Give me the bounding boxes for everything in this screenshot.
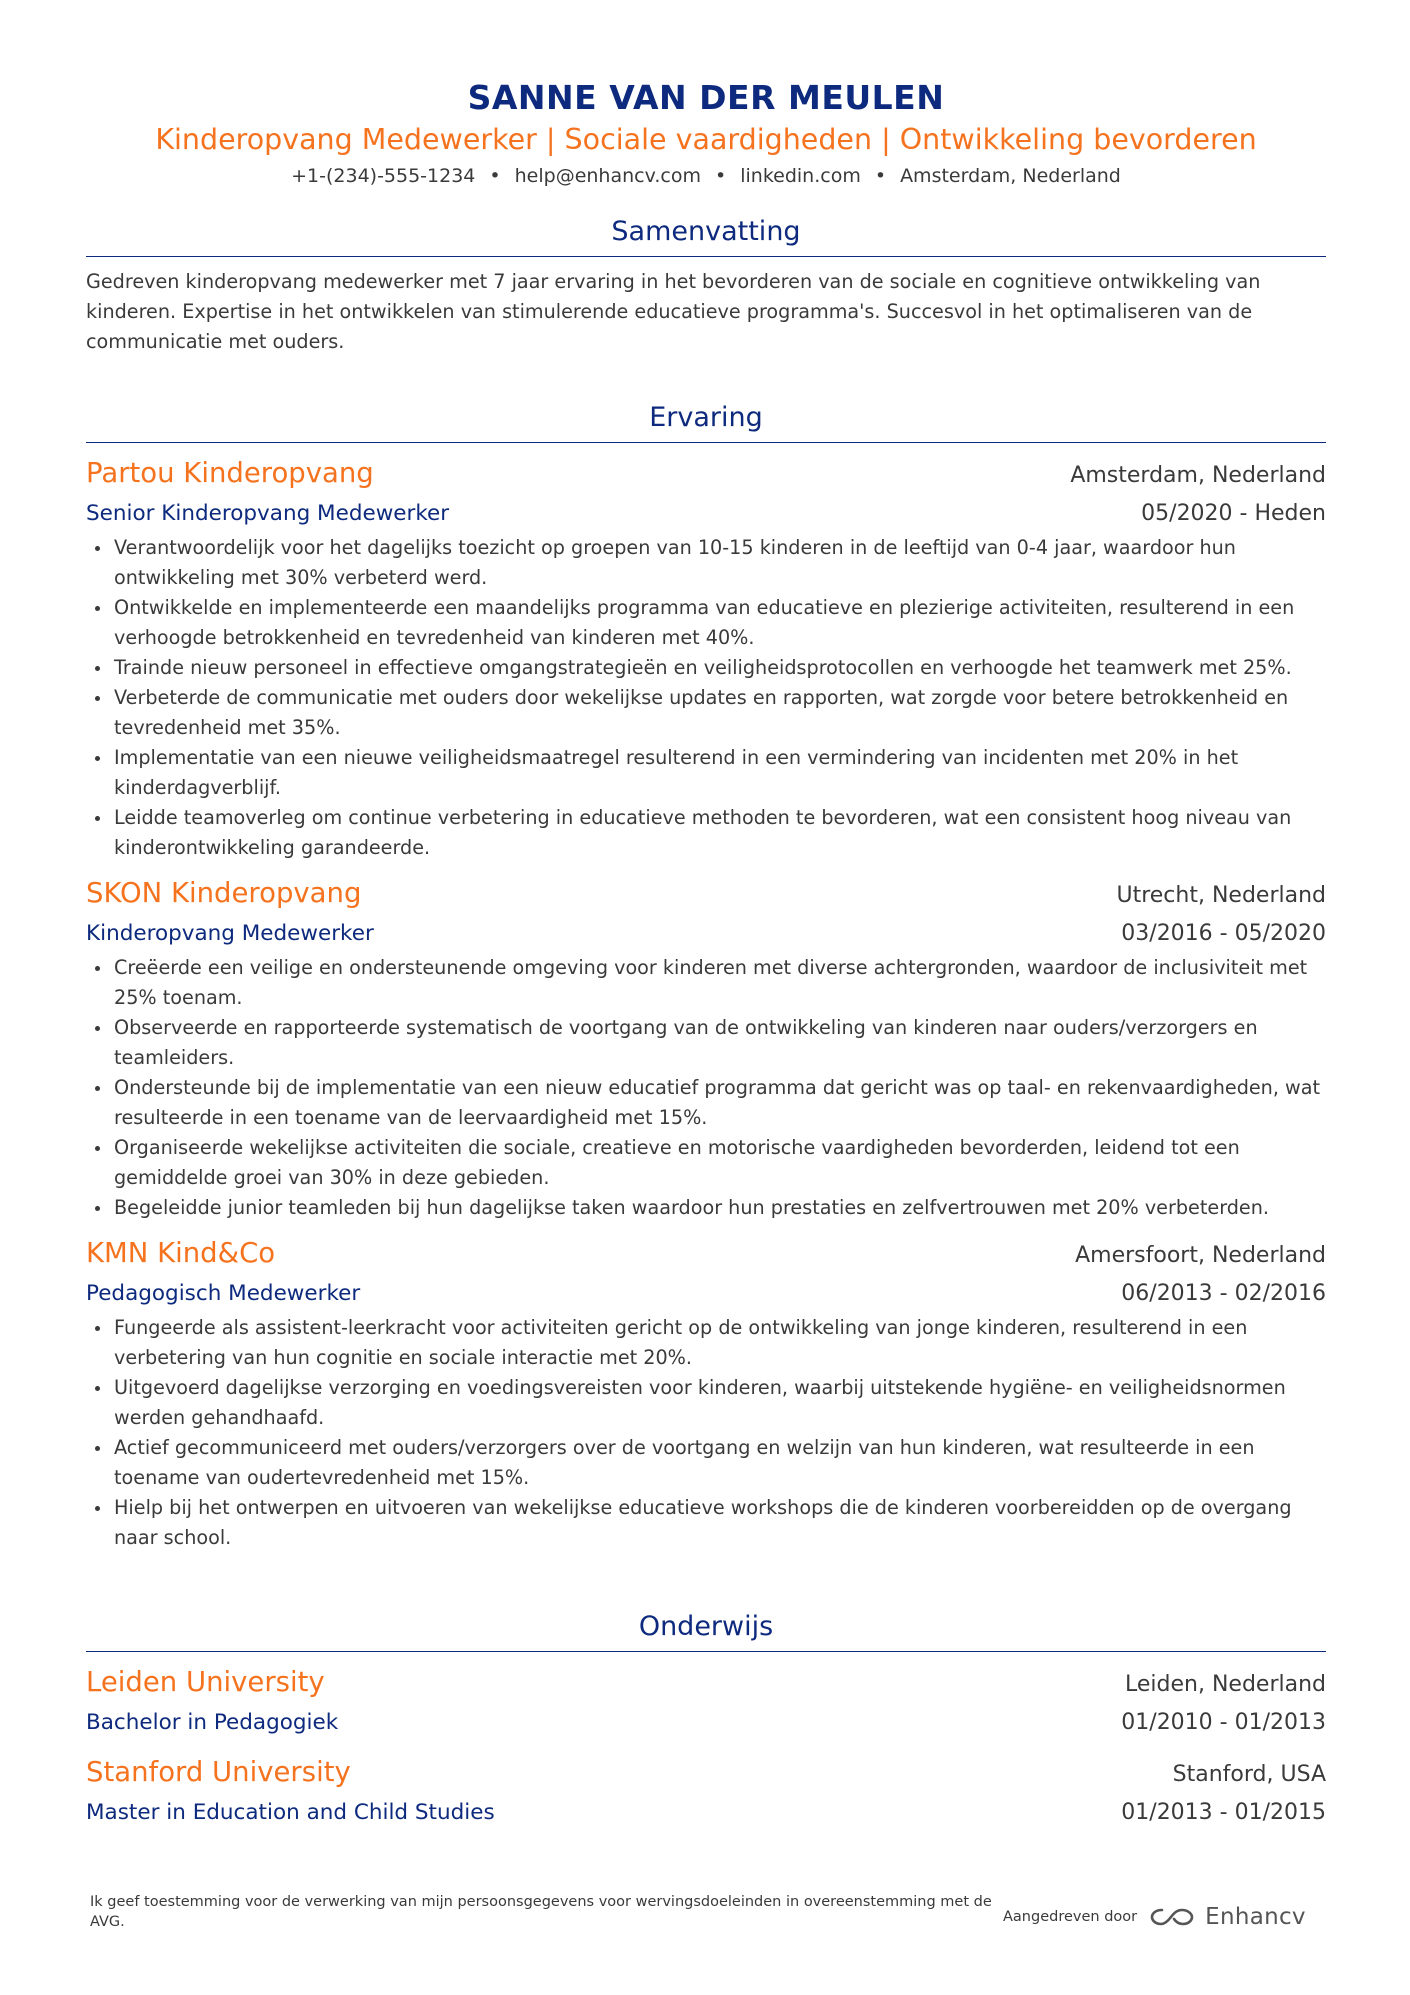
achievement-text: Ontwikkelde en implementeerde een maandelijks programma van educatieve en plezierige activiteiten, resulterend in een verhoogde betrokkenheid en tevredenheid van kinderen met 40%. xyxy=(114,596,1295,649)
entry-degree-row xyxy=(86,1794,1326,1832)
company-name: KMN Kind&Co xyxy=(86,1237,276,1269)
school-location: Stanford, USA xyxy=(1172,1762,1326,1787)
achievement-text: Verbeterde de communicatie met ouders door wekelijkse updates en rapporten, wat zorgde voor betere betrokkenheid en tevredenheid met 35%. xyxy=(114,686,1289,739)
experience-entry xyxy=(86,873,1326,1223)
candidate-name: SANNE VAN DER MEULEN xyxy=(467,78,945,117)
education-entry xyxy=(86,1662,1326,1742)
bullet-dot-icon xyxy=(95,1206,100,1211)
powered-by-label: Aangedreven door xyxy=(1003,1909,1138,1925)
achievement-text: Fungeerde als assistent-leerkracht voor activiteiten gericht op de ontwikkeling van jonge kinderen, resulterend in een verbetering van hun cognitie en sociale interactie met 20%. xyxy=(114,1316,1248,1369)
degree-title: Master in Education and Child Studies xyxy=(86,1800,495,1825)
achievement-text: Ondersteunde bij de implementatie van een nieuw educatief programma dat gericht was op taal- en rekenvaardigheden, wat resulteerde in een toename van de leervaardigheid met 15%. xyxy=(114,1076,1321,1129)
education-dates: 01/2010 - 01/2013 xyxy=(1121,1710,1326,1735)
education-title: Onderwijs xyxy=(86,1608,1326,1652)
bullet-dot-icon xyxy=(95,1026,100,1031)
achievement-item xyxy=(86,1313,1326,1373)
achievement-text: Trainde nieuw personeel in effectieve omgangstrategieën en veiligheidsprotocollen en verhoogde het teamwerk met 25%. xyxy=(114,656,1292,679)
entry-role-row xyxy=(86,915,1326,953)
achievement-item xyxy=(86,1133,1326,1193)
job-location: Amsterdam, Nederland xyxy=(1070,463,1326,488)
education-section xyxy=(86,1608,1326,1842)
enhancv-logo-icon xyxy=(1149,1905,1195,1929)
footer xyxy=(90,1892,1330,1942)
bullet-dot-icon xyxy=(95,696,100,701)
contact-phone: +1-(234)-555-1234 xyxy=(291,165,476,187)
bullet-dot-icon xyxy=(95,1086,100,1091)
achievement-item xyxy=(86,593,1326,653)
separator-dot: • xyxy=(874,165,887,187)
entry-role-row xyxy=(86,1275,1326,1313)
entry-role-row xyxy=(86,495,1326,533)
bullet-dot-icon xyxy=(95,1386,100,1391)
job-dates: 03/2016 - 05/2020 xyxy=(1121,921,1326,946)
job-title: Pedagogisch Medewerker xyxy=(86,1281,361,1306)
bullet-dot-icon xyxy=(95,756,100,761)
achievement-text: Uitgevoerd dagelijkse verzorging en voedingsvereisten voor kinderen, waarbij uitstekende hygiëne- en veiligheidsnormen werden gehandhaafd. xyxy=(114,1376,1286,1429)
summary-text: Gedreven kinderopvang medewerker met 7 jaar ervaring in het bevorderen van de sociale en cognitieve ontwikkeling van kinderen. Expertise in het ontwikkelen van stimulerende educatieve programma's. Succesvol in het optimaliseren van de communicatie met ouders. xyxy=(86,270,1261,353)
achievement-item xyxy=(86,683,1326,743)
achievement-text: Creëerde een veilige en ondersteunende omgeving voor kinderen met diverse achtergronden, waardoor de inclusiviteit met 25% toenam. xyxy=(114,956,1308,1009)
achievement-item xyxy=(86,653,1326,683)
achievement-item xyxy=(86,1193,1326,1223)
entry-header-row xyxy=(86,1233,1326,1275)
achievement-item xyxy=(86,1073,1326,1133)
bullet-dot-icon xyxy=(95,1446,100,1451)
summary-title: Samenvatting xyxy=(86,213,1326,257)
resume-header xyxy=(86,76,1326,191)
achievement-text: Observeerde en rapporteerde systematisch de voortgang van de ontwikkeling van kinderen naar ouders/verzorgers en teamleiders. xyxy=(114,1016,1258,1069)
achievement-list xyxy=(86,953,1326,1223)
bullet-dot-icon xyxy=(95,816,100,821)
achievement-item xyxy=(86,533,1326,593)
achievement-item xyxy=(86,1433,1326,1493)
achievement-list xyxy=(86,533,1326,863)
achievement-text: Organiseerde wekelijkse activiteiten die sociale, creatieve en motorische vaardigheden bevorderden, leidend tot een gemiddelde groei van 30% in deze gebieden. xyxy=(114,1136,1240,1189)
achievement-text: Actief gecommuniceerd met ouders/verzorgers over de voortgang en welzijn van hun kinderen, wat resulteerde in een toename van oudertevredenheid met 15%. xyxy=(114,1436,1255,1489)
achievement-item xyxy=(86,1493,1326,1553)
school-name: Stanford University xyxy=(86,1756,351,1788)
achievement-item xyxy=(86,1373,1326,1433)
degree-title: Bachelor in Pedagogiek xyxy=(86,1710,339,1735)
entry-header-row xyxy=(86,1662,1326,1704)
achievement-item xyxy=(86,743,1326,803)
contact-linkedin: linkedin.com xyxy=(740,165,861,187)
job-location: Amersfoort, Nederland xyxy=(1075,1243,1326,1268)
job-location: Utrecht, Nederland xyxy=(1116,883,1326,908)
achievement-item xyxy=(86,1013,1326,1073)
summary-section xyxy=(86,213,1326,357)
school-location: Leiden, Nederland xyxy=(1125,1672,1326,1697)
experience-section xyxy=(86,399,1326,1563)
job-title: Kinderopvang Medewerker xyxy=(86,921,374,946)
experience-list xyxy=(86,453,1326,1553)
achievement-item xyxy=(86,803,1326,863)
school-name: Leiden University xyxy=(86,1666,325,1698)
company-name: Partou Kinderopvang xyxy=(86,457,374,489)
job-dates: 05/2020 - Heden xyxy=(1141,501,1326,526)
bullet-dot-icon xyxy=(95,1506,100,1511)
achievement-list xyxy=(86,1313,1326,1553)
bullet-dot-icon xyxy=(95,1146,100,1151)
achievement-text: Verantwoordelijk voor het dagelijks toezicht op groepen van 10-15 kinderen in de leeftijd van 0-4 jaar, waardoor hun ontwikkeling met 30% verbeterd werd. xyxy=(114,536,1236,589)
contact-line xyxy=(86,161,1326,191)
bullet-dot-icon xyxy=(95,546,100,551)
achievement-text: Begeleidde junior teamleden bij hun dagelijkse taken waardoor hun prestaties en zelfvertrouwen met 20% verbeterden. xyxy=(114,1196,1269,1219)
entry-header-row xyxy=(86,1752,1326,1794)
contact-location: Amsterdam, Nederland xyxy=(900,165,1121,187)
bullet-dot-icon xyxy=(95,606,100,611)
brand-name: Enhancv xyxy=(1205,1904,1306,1930)
achievement-text: Implementatie van een nieuwe veiligheidsmaatregel resulterend in een vermindering van incidenten met 20% in het kinderdagverblijf. xyxy=(114,746,1239,799)
experience-entry xyxy=(86,453,1326,863)
entry-header-row xyxy=(86,453,1326,495)
education-entry xyxy=(86,1752,1326,1832)
entry-header-row xyxy=(86,873,1326,915)
powered-by xyxy=(1003,1904,1306,1930)
experience-title: Ervaring xyxy=(86,399,1326,443)
contact-email: help@enhancv.com xyxy=(514,165,701,187)
separator-dot: • xyxy=(489,165,501,187)
achievement-text: Leidde teamoverleg om continue verbetering in educatieve methoden te bevorderen, wat een consistent hoog niveau van kinderontwikkeling garandeerde. xyxy=(114,806,1292,859)
job-dates: 06/2013 - 02/2016 xyxy=(1121,1281,1326,1306)
entry-degree-row xyxy=(86,1704,1326,1742)
candidate-headline: Kinderopvang Medewerker | Sociale vaardigheden | Ontwikkeling bevorderen xyxy=(155,123,1257,156)
education-list xyxy=(86,1662,1326,1832)
bullet-dot-icon xyxy=(95,1326,100,1331)
bullet-dot-icon xyxy=(95,666,100,671)
experience-entry xyxy=(86,1233,1326,1553)
separator-dot: • xyxy=(715,165,727,187)
job-title: Senior Kinderopvang Medewerker xyxy=(86,501,450,526)
consent-text: Ik geef toestemming voor de verwerking van mijn persoonsgegevens voor wervingsdoeleinden in overeenstemming met de AVG. xyxy=(90,1894,992,1930)
bullet-dot-icon xyxy=(95,966,100,971)
achievement-text: Hielp bij het ontwerpen en uitvoeren van wekelijkse educatieve workshops die de kinderen voorbereidden op de overgang naar school. xyxy=(114,1496,1292,1549)
achievement-item xyxy=(86,953,1326,1013)
company-name: SKON Kinderopvang xyxy=(86,877,362,909)
education-dates: 01/2013 - 01/2015 xyxy=(1121,1800,1326,1825)
